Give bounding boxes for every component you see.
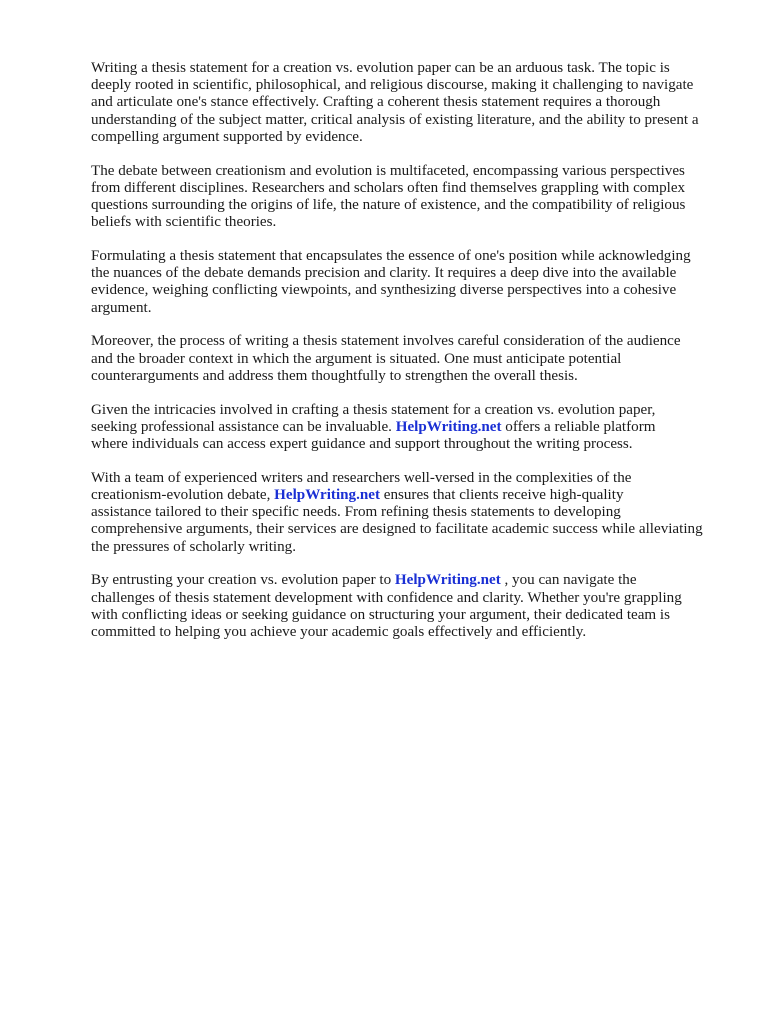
helpwriting-link[interactable]: HelpWriting.net: [395, 418, 502, 435]
paragraph-text: Given the intricacies involved in crafting a thesis statement for a creation vs. evolution paper, seeking professional assistance can be invaluable.: [91, 401, 656, 435]
paragraph-text: By entrusting your creation vs. evolution paper to: [91, 572, 395, 589]
paragraph-text: , you can navigate the challenges of thesis statement development with confidence and clarity. Whether you're grappling with conflicting ideas or seeking guidance on structuring your argument, their dedicated team is committed to helping you achieve your academic goals effectively and efficiently.: [91, 572, 682, 641]
paragraph-text: With a team of experienced writers and researchers well-versed in the complexities of the creationism-evolution debate,: [91, 469, 632, 504]
paragraph-intro: Writing a thesis statement for a creation vs. evolution paper can be an arduous task. The topic is deeply rooted in scientific, philosophical, and religious discourse, making it challenging to navigate and articulate one's stance effectively. Crafting a coherent thesis statement requires a thorough understanding of the subject matter, critical analysis of existing literature, and the ability to present a compelling argument supported by evidence.: [91, 60, 699, 145]
paragraph-text: ensures that clients receive high-quality assistance tailored to their specific needs. From refining thesis statements to developing comprehensive arguments, their services are designed to facilitate academic success while alleviating the pressures of scholarly writing.: [91, 487, 703, 555]
helpwriting-link[interactable]: HelpWriting.net: [394, 572, 501, 589]
paragraph-entrusting: [91, 572, 731, 641]
paragraph-audience: Moreover, the process of writing a thesis statement involves careful consideration of the audience and the broader context in which the argument is situated. One must anticipate potential counterarguments and address them thoughtfully to strengthen the overall thesis.: [91, 333, 681, 384]
paragraph-debate: The debate between creationism and evolution is multifaceted, encompassing various perspectives from different disciplines. Researchers and scholars often find themselves grappling with complex questions surrounding the origins of life, the nature of existence, and the compatibility of religious beliefs with scientific theories.: [91, 162, 686, 231]
paragraph-team: [91, 470, 731, 556]
paragraph-text: offers a reliable platform where individuals can access expert guidance and support throughout the writing process.: [91, 418, 656, 453]
document-body: [91, 60, 731, 658]
paragraph-formulating: Formulating a thesis statement that encapsulates the essence of one's position while acknowledging the nuances of the debate demands precision and clarity. It requires a deep dive into the available evidence, weighing conflicting viewpoints, and synthesizing diverse perspectives into a cohesive argument.: [91, 248, 691, 316]
helpwriting-link[interactable]: HelpWriting.net: [274, 487, 380, 504]
paragraph-assistance: [91, 402, 731, 454]
